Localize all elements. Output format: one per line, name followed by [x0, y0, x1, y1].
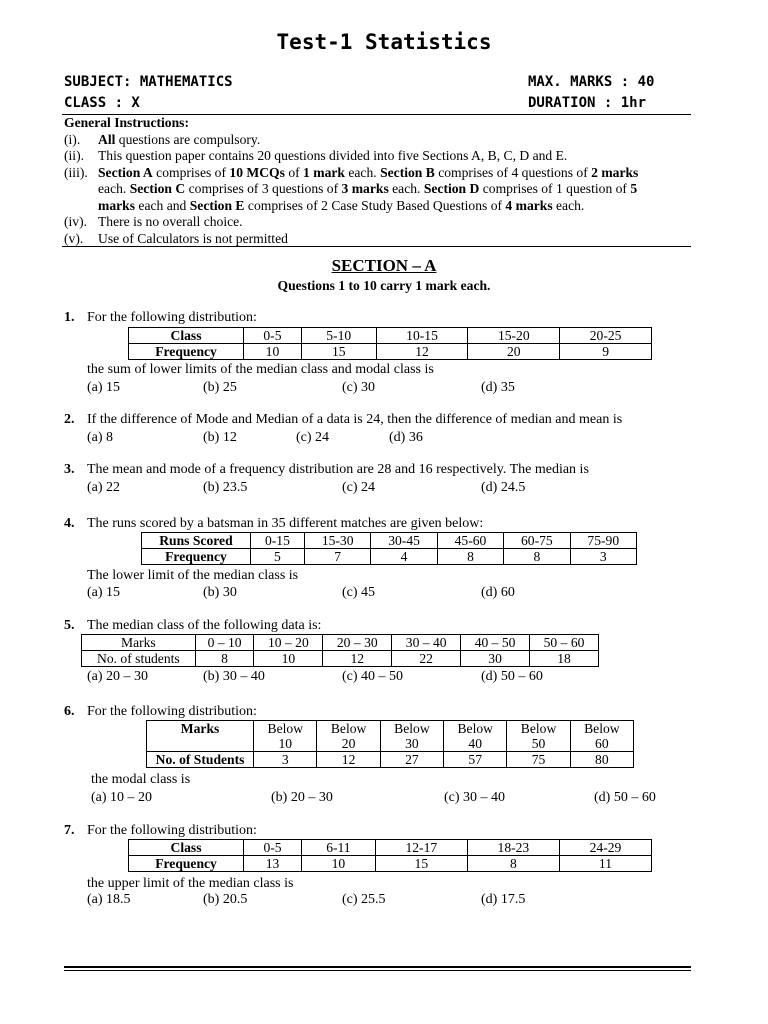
table-cell: 3	[254, 752, 317, 768]
instruction-item: (v). Use of Calculators is not permitted	[64, 230, 288, 246]
table-cell: 20 – 30	[323, 635, 392, 651]
option-a: (a) 15	[87, 380, 121, 395]
table-cell: Below	[317, 721, 380, 737]
table-row	[129, 328, 652, 344]
instruction-item: (i). All questions are compulsory.	[64, 131, 261, 147]
table-row-header: Class	[129, 328, 244, 344]
table-row	[147, 721, 634, 737]
duration-label: DURATION : 1hr	[528, 95, 647, 111]
table-cell: 13	[244, 856, 302, 872]
option-b: (b) 20.5	[203, 892, 248, 907]
table-cell: 50	[507, 736, 570, 752]
question-7-prompt: the upper limit of the median class is	[87, 876, 294, 891]
table-row-header: Class	[129, 840, 244, 856]
table-cell: 40 – 50	[461, 635, 530, 651]
table-row	[129, 344, 652, 360]
table-row-header: Frequency	[129, 344, 244, 360]
table-cell: 18-23	[467, 840, 559, 856]
table-cell: 5-10	[301, 328, 376, 344]
table-cell: 5	[250, 549, 304, 565]
question-5: 5. The median class of the following data is:	[64, 618, 322, 633]
option-b: (b) 23.5	[203, 480, 248, 495]
question-2: 2. If the difference of Mode and Median of a data is 24, then the difference of median and mean is	[64, 412, 623, 427]
option-a: (a) 8	[87, 430, 114, 445]
question-1: 1. For the following distribution:	[64, 310, 257, 325]
question-1-prompt: the sum of lower limits of the median class and modal class is	[87, 362, 434, 377]
question-5-table	[81, 634, 599, 667]
question-6-prompt: the modal class is	[91, 772, 191, 787]
option-d: (d) 50 – 60	[481, 669, 543, 684]
table-cell: 30	[380, 736, 443, 752]
table-cell: 75	[507, 752, 570, 768]
table-row-header: Frequency	[129, 856, 244, 872]
table-row-header: No. of students	[82, 651, 196, 667]
table-row	[82, 651, 599, 667]
option-d: (d) 17.5	[481, 892, 526, 907]
table-cell: 20	[317, 736, 380, 752]
table-row-header: Frequency	[142, 549, 251, 565]
table-cell: 0-15	[250, 533, 304, 549]
table-cell: 8	[504, 549, 570, 565]
table-cell: 50 – 60	[530, 635, 599, 651]
table-cell: 20	[468, 344, 560, 360]
option-d: (d) 35	[481, 380, 515, 395]
option-c: (c) 25.5	[342, 892, 386, 907]
subject-label: SUBJECT: MATHEMATICS	[64, 74, 233, 90]
option-c: (c) 24	[342, 480, 376, 495]
question-4: 4. The runs scored by a batsman in 35 different matches are given below:	[64, 516, 484, 531]
instruction-item: (iii). Section A comprises of 10 MCQs of 1 mark each. Section B comprises of 4 questions of 2 marks	[64, 164, 639, 180]
table-cell: 60	[570, 736, 633, 752]
option-c: (c) 40 – 50	[342, 669, 404, 684]
table-cell: 0-5	[244, 840, 302, 856]
table-cell: Below	[570, 721, 633, 737]
option-d: (d) 24.5	[481, 480, 526, 495]
option-c: (c) 30	[342, 380, 376, 395]
option-a: (a) 20 – 30	[87, 669, 149, 684]
question-4-prompt: The lower limit of the median class is	[87, 568, 299, 583]
table-cell: 15	[301, 344, 376, 360]
table-cell: 40	[444, 736, 507, 752]
table-row	[82, 635, 599, 651]
table-cell: 80	[570, 752, 633, 768]
table-cell: 30-45	[371, 533, 437, 549]
option-b: (b) 12	[203, 430, 237, 445]
class-label: CLASS : X	[64, 95, 140, 111]
option-a: (a) 18.5	[87, 892, 131, 907]
table-cell: 8	[195, 651, 254, 667]
table-cell: 10	[244, 344, 302, 360]
table-cell: 60-75	[504, 533, 570, 549]
table-cell: 10	[254, 651, 323, 667]
table-row	[147, 752, 634, 768]
table-cell: 27	[380, 752, 443, 768]
table-cell: 30 – 40	[392, 635, 461, 651]
option-a: (a) 10 – 20	[91, 790, 153, 805]
table-cell: 10	[254, 736, 317, 752]
table-cell: 9	[560, 344, 652, 360]
table-cell: Below	[254, 721, 317, 737]
table-cell: Below	[380, 721, 443, 737]
question-3: 3. The mean and mode of a frequency distribution are 28 and 16 respectively. The median is	[64, 462, 589, 477]
table-cell: 15	[375, 856, 467, 872]
table-cell: 8	[437, 549, 503, 565]
table-row	[129, 856, 652, 872]
table-row	[142, 549, 637, 565]
option-b: (b) 30	[203, 585, 237, 600]
table-cell: 7	[304, 549, 370, 565]
table-cell: 22	[392, 651, 461, 667]
table-cell: 8	[467, 856, 559, 872]
table-cell: 18	[530, 651, 599, 667]
table-cell: 12	[317, 752, 380, 768]
table-cell: 45-60	[437, 533, 503, 549]
instructions-heading: General Instructions:	[64, 115, 189, 130]
table-cell: 12	[376, 344, 468, 360]
option-b: (b) 25	[203, 380, 237, 395]
table-cell: 15-30	[304, 533, 370, 549]
table-cell: 10	[302, 856, 376, 872]
question-4-table	[141, 532, 637, 565]
question-6: 6. For the following distribution:	[64, 704, 257, 719]
section-title: SECTION – A	[331, 256, 437, 275]
table-cell: 15-20	[468, 328, 560, 344]
table-cell: 0 – 10	[195, 635, 254, 651]
footer-rule-top	[64, 966, 691, 968]
table-cell: 30	[461, 651, 530, 667]
general-instructions: General Instructions: (i). All questions are compulsory. (ii). This question paper contains 20 questions divided into five Sections A, B, C, D and E. (iii). Section A comprises of 10 MCQs of 1 mark each. Section B comprises of 4 questions of 2 marks each. Section C comprises of 3 questions of 3 marks each. Section D comprises of 1 question of 5 marks each and Section E comprises of 2 Case Study Based Questions of 4 marks each. (iv). There is no overall choice. (v). Use of Calculators is not permitted	[64, 115, 639, 246]
table-row	[129, 840, 652, 856]
table-cell: 12	[323, 651, 392, 667]
instruction-item: (iv). There is no overall choice.	[64, 214, 243, 229]
option-c: (c) 30 – 40	[444, 790, 506, 805]
option-d: (d) 36	[389, 430, 423, 445]
table-cell: Below	[444, 721, 507, 737]
table-cell: 3	[570, 549, 636, 565]
table-cell: 12-17	[375, 840, 467, 856]
table-cell: 10 – 20	[254, 635, 323, 651]
option-c: (c) 45	[342, 585, 376, 600]
option-d: (d) 60	[481, 585, 515, 600]
table-row-header: No. of Students	[147, 752, 254, 768]
table-cell: 24-29	[559, 840, 651, 856]
table-row	[142, 533, 637, 549]
question-7: 7. For the following distribution:	[64, 823, 257, 838]
option-c: (c) 24	[296, 430, 330, 445]
instruction-item: (ii). This question paper contains 20 questions divided into five Sections A, B, C, D and E.	[64, 148, 568, 163]
table-cell: 4	[371, 549, 437, 565]
table-cell: 0-5	[244, 328, 302, 344]
option-b: (b) 20 – 30	[271, 790, 333, 805]
max-marks-label: MAX. MARKS : 40	[528, 74, 655, 90]
section-subtitle: Questions 1 to 10 carry 1 mark each.	[277, 278, 491, 293]
option-d: (d) 50 – 60	[594, 790, 656, 805]
table-cell: 75-90	[570, 533, 636, 549]
instructions-divider	[62, 246, 691, 247]
table-row-header: Marks	[147, 721, 254, 752]
table-cell: 20-25	[560, 328, 652, 344]
table-cell: 57	[444, 752, 507, 768]
table-row-header: Marks	[82, 635, 196, 651]
option-a: (a) 15	[87, 585, 121, 600]
table-cell: Below	[507, 721, 570, 737]
question-7-table	[128, 839, 652, 872]
table-cell: 10-15	[376, 328, 468, 344]
question-1-table	[128, 327, 652, 360]
option-b: (b) 30 – 40	[203, 669, 265, 684]
footer-rule-bottom	[64, 970, 691, 971]
table-cell: 6-11	[302, 840, 376, 856]
page-title: Test-1 Statistics	[276, 30, 492, 54]
table-row-header: Runs Scored	[142, 533, 251, 549]
table-cell: 11	[559, 856, 651, 872]
question-6-table	[146, 720, 634, 768]
option-a: (a) 22	[87, 480, 121, 495]
